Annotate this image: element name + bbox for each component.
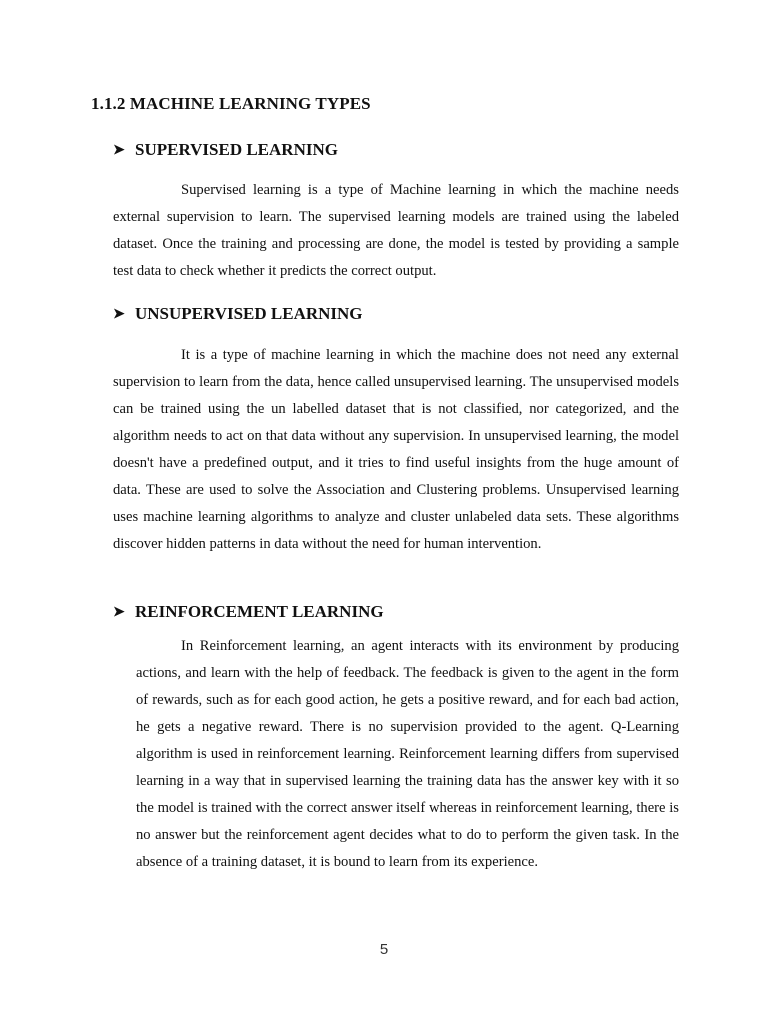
paragraph-reinforcement-learning: In Reinforcement learning, an agent interacts with its environment by producing actions, and learn with the help of feedback. The feedback is given to the agent in the form of rewards, such as for each good action, he gets a positive reward, and for each bad action, he gets a negative reward. There is no supervision provided to the agent. Q-Learning algorithm is used in reinforcement learning. Reinforcement learning differs from supervised learning in a way that in supervised learning the training data has the answer key with it so the model is trained with the correct answer itself whereas in reinforcement learning, there is no answer but the reinforcement agent decides what to do to perform the given task. In the absence of a training dataset, it is bound to learn from its experience. <box>136 638 679 870</box>
page-number: 5 <box>379 941 389 958</box>
heading-unsupervised-learning-text: UNSUPERVISED LEARNING <box>135 304 363 323</box>
section-title: 1.1.2 MACHINE LEARNING TYPES <box>91 94 371 113</box>
heading-reinforcement-learning-text: REINFORCEMENT LEARNING <box>135 602 384 621</box>
arrowhead-bullet-icon: ➤ <box>113 306 125 322</box>
paragraph-supervised-learning: Supervised learning is a type of Machine learning in which the machine needs external supervision to learn. The supervised learning models are trained using the labeled dataset. Once the training and processing are done, the model is tested by providing a sample test data to check whether it predicts the correct output. <box>113 182 679 279</box>
heading-supervised-learning <box>113 140 338 160</box>
heading-supervised-learning-text: SUPERVISED LEARNING <box>135 140 338 159</box>
heading-reinforcement-learning <box>113 602 384 622</box>
paragraph-unsupervised-learning: It is a type of machine learning in which the machine does not need any external supervision to learn from the data, hence called unsupervised learning. The unsupervised models can be trained using the un labelled dataset that is not classified, nor categorized, and the algorithm needs to act on that data without any supervision. In unsupervised learning, the model doesn't have a predefined output, and it tries to find useful insights from the huge amount of data. These are used to solve the Association and Clustering problems. Unsupervised learning uses machine learning algorithms to analyze and cluster unlabeled data sets. These algorithms discover hidden patterns in data without the need for human intervention. <box>113 347 679 552</box>
heading-unsupervised-learning <box>113 304 363 324</box>
arrowhead-bullet-icon: ➤ <box>113 604 125 620</box>
arrowhead-bullet-icon: ➤ <box>113 142 125 158</box>
